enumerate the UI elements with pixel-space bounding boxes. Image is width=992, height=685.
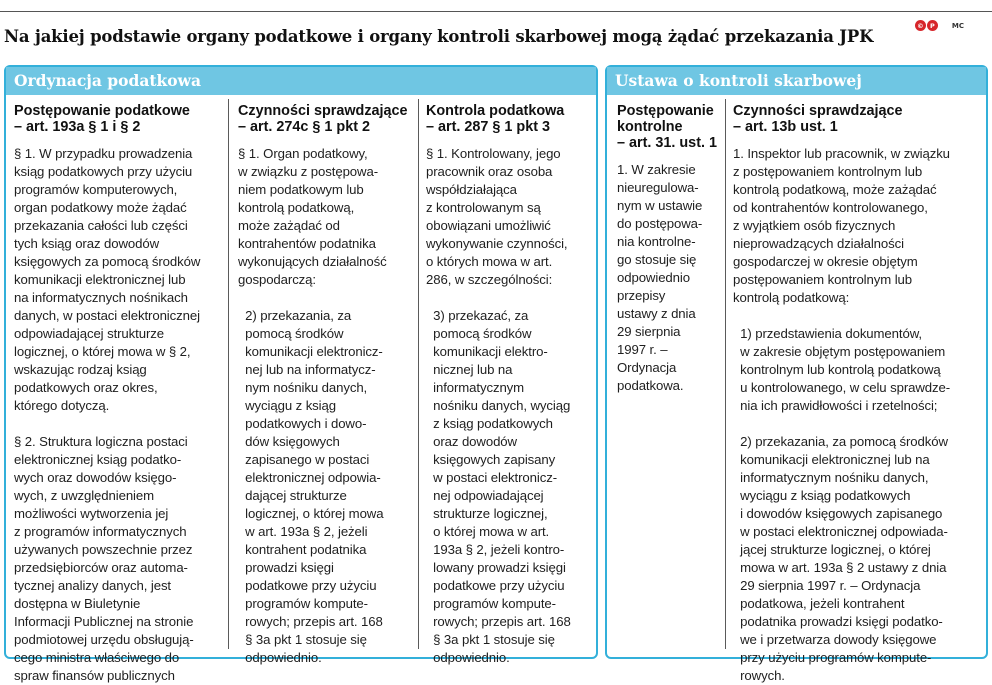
column-body: 1. Inspektor lub pracownik, w związku z postępowaniem kontrolnym lub kontrolą podatkową, może zażądać od kontrahentów kontrolowanego, z wyjątkiem osób fizycznych nieprowadzących działalności gospodarczej w okresie objętym postępowaniem kontrolnym lub kontrolą podatkową: 1) przedstawienia dokumentów, w zakresie objętym postępowaniem kontrolnym lub kontrolą podatkową u kontrolowanego, w celu sprawdze- nia ich prawidłowości i rzetelności; 2) przekazania, za pomocą środków komunikacji elektronicznej lub na informatycznym nośniku danych, wyciągu z ksiąg podatkowych i dowodów księgowych zapisanego w postaci elektronicznej odpowiada- jącej strukturze logicznej, o której mowa w art. 193a § 2 ustawy z dnia 29 sierpnia 1997 r. – Ordynacja podatkowa, jeżeli kontrahent podatnika prowadzi księgi podatko- we i przetwarza dowody księgowe przy użyciu programów kompute- rowych. xyxy=(733,146,951,683)
author-initials: MC xyxy=(951,21,964,30)
column-body: § 1. W przypadku prowadzenia ksiąg podatkowych przy użyciu programów komputerowych, organ podatkowy może żądać przekazania całości lub części tych ksiąg oraz dowodów księgowych za pomocą środków komunikacji elektronicznej lub na informatycznych nośnikach danych, w postaci elektronicznej odpowiadającej strukturze logicznej, o której mowa w § 2, wskazując rodzaj ksiąg podatkowych oraz okres, którego dotyczą. § 2. Struktura logiczna postaci elektronicznej ksiąg podatko- wych oraz dowodów księgo- wych, z uwzględnieniem możliwości wytworzenia jej z programów informatycznych używanych powszechnie przez przedsiębiorców oraz automa- tycznej analizy danych, jest dostępna w Biuletynie Informacji Publicznej na stronie podmiotowej urzędu obsługują- cego ministra właściwego do spraw finansów publicznych xyxy=(14,146,201,683)
column-kontrola-podatkowa xyxy=(426,103,596,667)
column-title: Czynności sprawdzające – art. 13b ust. 1 xyxy=(733,103,903,135)
panel-ustawa-o-kontroli-skarbowej xyxy=(605,65,988,683)
logo-letter: P xyxy=(927,20,938,31)
column-title: Kontrola podatkowa – art. 287 § 1 pkt 3 xyxy=(426,103,565,135)
column-czynnosci-sprawdzajace-uks xyxy=(733,103,985,685)
column-postepowanie-kontrolne xyxy=(617,103,727,395)
column-title: Postępowanie kontrolne – art. 31. ust. 1 xyxy=(617,103,717,151)
column-divider xyxy=(725,99,726,649)
column-body: § 1. Organ podatkowy, w związku z postępowa- niem podatkowym lub kontrolą podatkową, może zażądać od kontrahentów podatnika wykonujących działalność gospodarczą: 2) przekazania, za pomocą środków komunikacji elektronicz- nej lub na informatycz- nym nośniku danych, wyciągu z ksiąg podatkowych i dowo- dów księgowych zapisanego w postaci elektronicznej odpowia- dającej strukturze logicznej, o której mowa w art. 193a § 2, jeżeli kontrahent podatnika prowadzi księgi podatkowe przy użyciu programów kompute- rowych; przepis art. 168 § 3a pkt 1 stosuje się odpowiednio. xyxy=(238,146,387,665)
brand xyxy=(915,20,964,31)
top-rule xyxy=(0,11,992,12)
panel-header: Ordynacja podatkowa xyxy=(6,67,596,95)
column-title: Czynności sprawdzające – art. 274c § 1 pkt 2 xyxy=(238,103,408,135)
column-title: Postępowanie podatkowe – art. 193a § 1 i § 2 xyxy=(14,103,190,135)
column-divider xyxy=(418,99,419,649)
publisher-logo xyxy=(915,20,938,31)
panel-header: Ustawa o kontroli skarbowej xyxy=(607,67,986,95)
column-body: § 1. Kontrolowany, jego pracownik oraz osoba współdziałająca z kontrolowanym są obowiązani umożliwić wykonywanie czynności, o których mowa w art. 286, w szczególności: 3) przekazać, za pomocą środków komunikacji elektro- nicznej lub na informatycznym nośniku danych, wyciąg z ksiąg podatkowych oraz dowodów księgowych zapisany w postaci elektronicz- nej odpowiadającej strukturze logicznej, o której mowa w art. 193a § 2, jeżeli kontro- lowany prowadzi księgi podatkowe przy użyciu programów kompute- rowych; przepis art. 168 § 3a pkt 1 stosuje się odpowiednio. xyxy=(426,146,571,665)
column-postepowanie-podatkowe xyxy=(14,103,224,685)
column-body: 1. W zakresie nieuregulowa- nym w ustawie do postępowa- nia kontrolne- go stosuje się odpowiednio przepisy ustawy z dnia 29 sierpnia 1997 r. – Ordynacja podatkowa. xyxy=(617,162,703,393)
column-divider xyxy=(228,99,229,649)
page-title: Na jakiej podstawie organy podatkowe i organy kontroli skarbowej mogą żądać przekazania JPK xyxy=(4,27,874,46)
column-czynnosci-sprawdzajace xyxy=(238,103,418,667)
logo-letter: © xyxy=(915,20,926,31)
panel-ordynacja-podatkowa xyxy=(4,65,598,683)
